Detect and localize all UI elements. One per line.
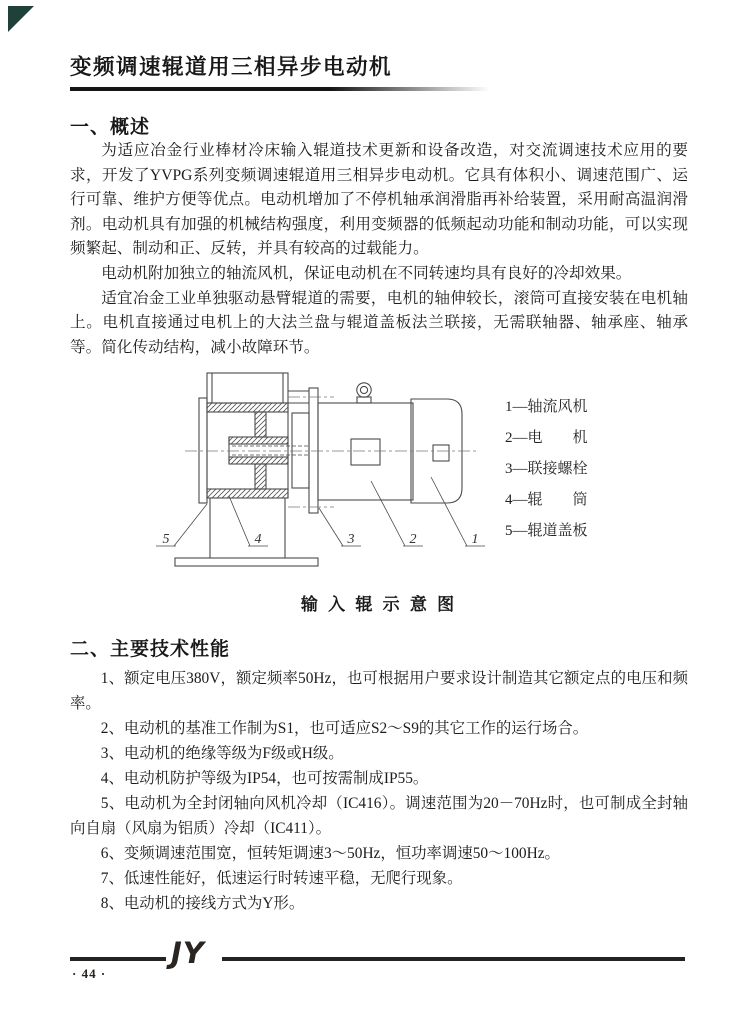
performance-item-8: 8、电动机的接线方式为Y形。 bbox=[100, 895, 305, 912]
overview-paragraph-1: 为适应冶金行业棒材冷床输入辊道技术更新和设备改造，对交流调速技术应用的要求，开发了YVPG系列变频调速辊道用三相异步电动机。它具有体积小、调速范围广、运行可靠、维护方便等优点。电动机增加了不停机轴承润滑脂再补给装置，采用耐高温润滑剂。电动机具有加强的机械结构强度，利用变频器的低频起动功能和制动功能，可以实现频繁起、制动和正、反转，并具有较高的过载能力。 bbox=[70, 142, 688, 258]
terminal-box bbox=[351, 439, 380, 465]
performance-item-2: 2、电动机的基准工作制为S1，也可适应S2～S9的其它工作的运行场合。 bbox=[100, 720, 589, 737]
brand-logo: JY bbox=[171, 936, 205, 970]
performance-list bbox=[70, 666, 688, 916]
overview-text bbox=[70, 139, 688, 360]
figure-caption: 输 入 辊 示 意 图 bbox=[300, 595, 458, 614]
performance-item-1: 1、额定电压380V，额定频率50Hz，也可根据用户要求设计制造其它额定点的电压和频率。 bbox=[70, 670, 688, 712]
performance-item-7: 7、低速性能好，低速运行时转速平稳，无爬行现象。 bbox=[100, 870, 463, 887]
callout-leaders bbox=[156, 477, 485, 546]
footer-rule-left bbox=[70, 957, 166, 961]
title-underline bbox=[70, 87, 490, 91]
legend-item-5: 5—辊道盖板 bbox=[505, 523, 588, 539]
legend-item-2: 2—电 机 bbox=[505, 430, 588, 446]
performance-item-6: 6、变频调速范围宽，恒转矩调速3～50Hz，恒功率调速50～100Hz。 bbox=[100, 845, 560, 862]
legend-item-4: 4—辊 筒 bbox=[505, 492, 588, 508]
page-number: · 44 · bbox=[72, 966, 107, 981]
eye-bolt bbox=[357, 383, 371, 403]
page-title: 变频调速辊道用三相异步电动机 bbox=[70, 55, 393, 79]
overview-paragraph-2: 电动机附加独立的轴流风机，保证电动机在不同转速均具有良好的冷却效果。 bbox=[101, 264, 632, 282]
legend-item-3: 3—联接螺栓 bbox=[505, 461, 588, 477]
performance-item-3: 3、电动机的绝缘等级为F级或H级。 bbox=[100, 745, 344, 762]
overview-paragraph-3: 适宜冶金工业单独驱动悬臂辊道的需要，电机的轴伸较长，滚筒可直接安装在电机轴上。电机直接通过电机上的大法兰盘与辊道盖板法兰联接，无需联轴器、轴承座、轴承等。简化传动结构，减小故障环节。 bbox=[70, 289, 688, 356]
callout-number-5: 5 bbox=[162, 532, 170, 547]
footer-rule-right bbox=[222, 957, 685, 961]
callout-number-1: 1 bbox=[471, 532, 479, 547]
figure-legend bbox=[505, 397, 588, 552]
performance-item-5: 5、电动机为全封闭轴向风机冷却（IC416）。调速范围为20－70Hz时，也可制成全封轴向自扇（风扇为铝质）冷却（IC411）。 bbox=[70, 795, 688, 837]
corner-fold-decoration bbox=[8, 6, 34, 32]
section-performance-heading: 二、主要技术性能 bbox=[70, 639, 231, 660]
section-overview-heading: 一、概述 bbox=[70, 117, 151, 138]
callout-number-2: 2 bbox=[409, 532, 417, 547]
performance-item-4: 4、电动机防护等级为IP54，也可按需制成IP55。 bbox=[100, 770, 429, 787]
input-roller-diagram bbox=[125, 368, 510, 573]
legend-item-1: 1—轴流风机 bbox=[505, 399, 588, 415]
callout-number-3: 3 bbox=[347, 532, 355, 547]
callout-number-4: 4 bbox=[254, 532, 262, 547]
motor-outline bbox=[318, 383, 462, 503]
